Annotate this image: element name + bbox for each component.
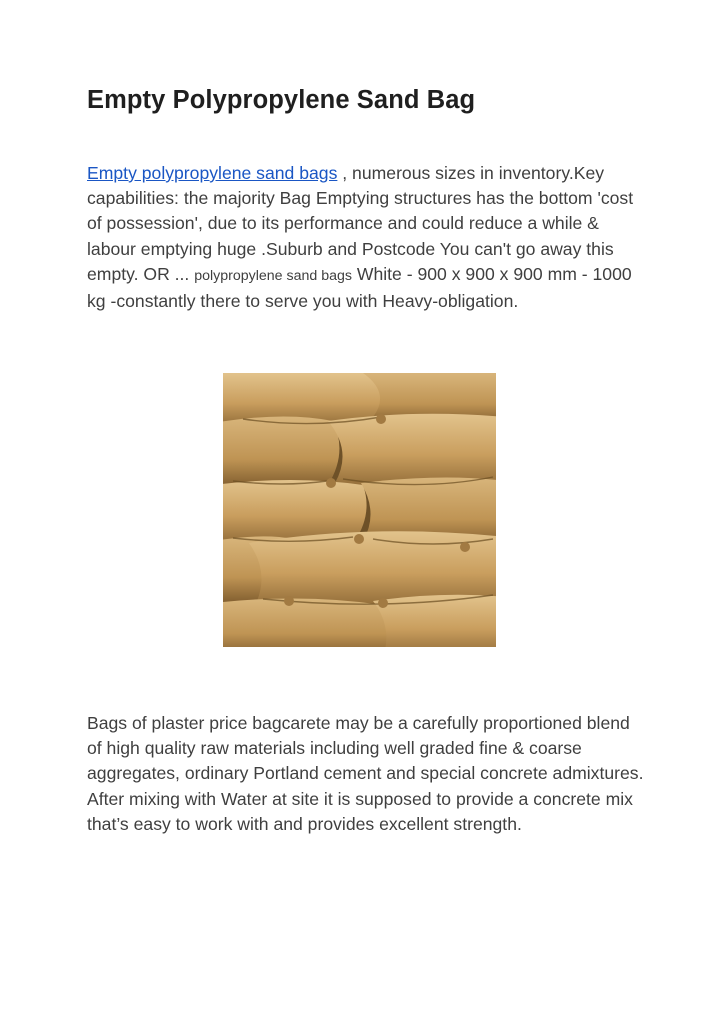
intro-small-text: polypropylene sand bags [194, 267, 352, 284]
intro-text-continued: White - 900 x 900 x 900 mm - 1000 kg -constantly there to serve you with Heavy-obligation. [87, 263, 632, 312]
sand-bags-link[interactable]: Empty polypropylene sand bags [87, 163, 338, 183]
sand-bags-photo [223, 373, 496, 647]
intro-paragraph [87, 161, 647, 314]
page-title: Empty Polypropylene Sand Bag [87, 86, 476, 114]
body-paragraph: Bags of plaster price bagcarete may be a carefully proportioned blend of high quality raw materials including well graded fine & coarse aggregates, ordinary Portland cement and special concrete admixtures. After mixing with Water at site it is supposed to provide a concrete mix that’s easy to work with and provides excellent strength. [87, 713, 644, 834]
intro-text: , numerous sizes in inventory.Key capabilities: the majority Bag Emptying structures has the bottom 'cost of possession', due to its performance and could reduce a while & labour emptying huge .Suburb and Postcode You can't go away this empty. OR ... [87, 163, 634, 284]
